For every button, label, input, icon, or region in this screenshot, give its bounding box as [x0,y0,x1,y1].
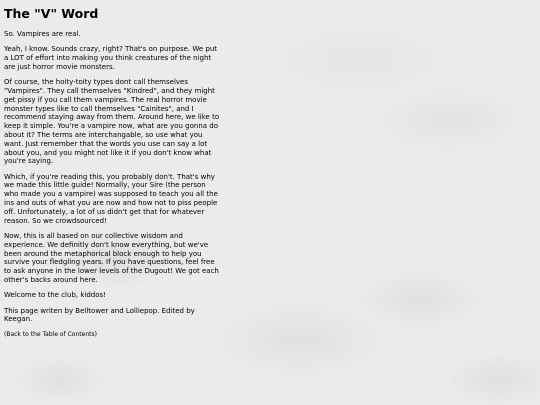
paragraph-welcome: Welcome to the club, kiddos! [4,291,106,300]
paragraph-intro: So. Vampires are real. [4,30,81,38]
back-to-toc-link[interactable]: (Back to the Table of Contents) [4,330,97,338]
paragraph-terms: Of course, the hoity-toity types dont call themselves "Vampires". They call themselves "Kindred", and they might get pissy if you call them vampires. The real horror movie monster types like to call themselves "Cainites", and I recommend staying away from them. Around here, we like to keep it simple. You're a vampire now, what are you gonna do about it? The terms are interchangable, so use what you want. Just remember that the words you use can say a lot about you, and you might not like it if you don't know what you're saying. [4,78,220,166]
page-content [4,6,220,345]
paragraph-credits: This page writen by Belltower and Lolliepop. Edited by Keegan. [4,306,195,324]
back-link-line [4,331,220,339]
paragraph-guide: Which, if you're reading this, you probably don't. That's why we made this little guide! Normally, your Sire (the person who made you a vampire) was supposed to teach you all the ins and outs of what you are now and how not to piss people off. Unfortunately, a lot of us didn't get that for whatever reason. So we crowdsourced! [4,172,218,225]
paragraph-wisdom: Now, this is all based on our collective wisdom and experience. We definitly don't know everything, but we've been around the metaphorical block enough to help you survive your fledgling years. If you have questions, feel free to ask anyone in the lower levels of the Dugout! We got each other's backs around here. [4,231,219,284]
paragraph-effort: Yeah, I know. Sounds crazy, right? That's on purpose. We put a LOT of effort into making you think creatures of the night are just horror movie monsters. [4,45,218,71]
page-title: The "V" Word [4,6,99,21]
